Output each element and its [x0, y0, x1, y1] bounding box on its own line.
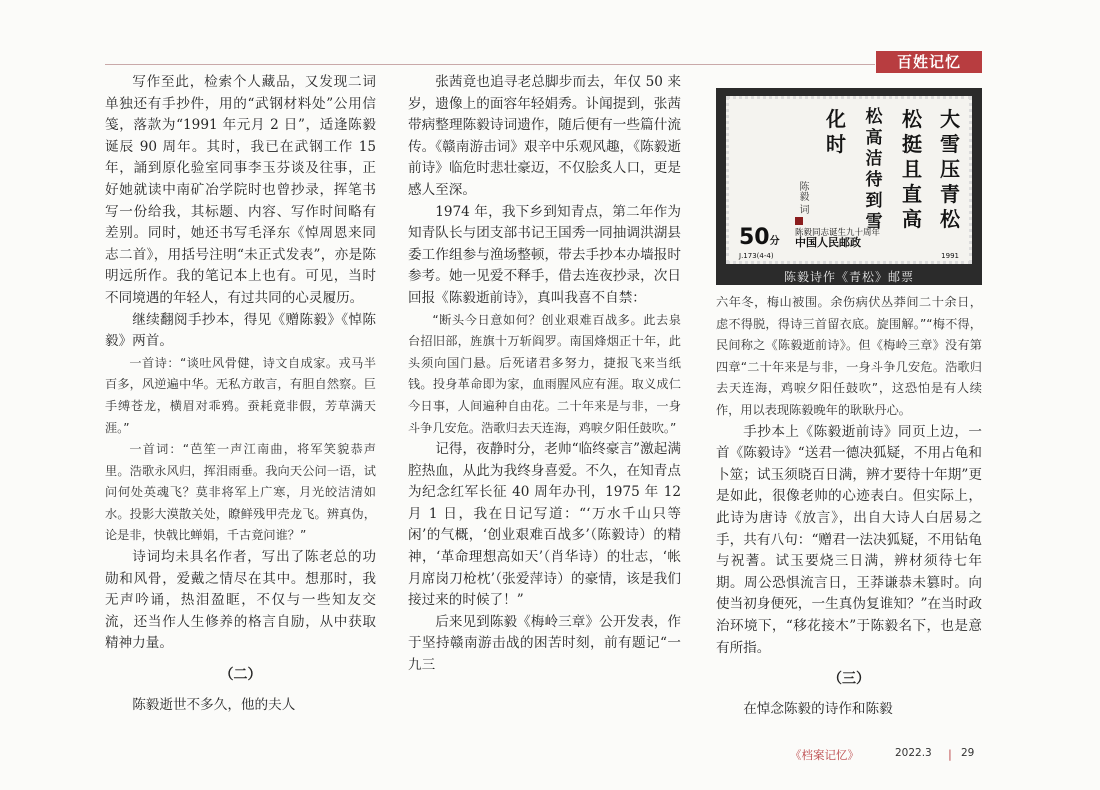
calligraphy-column: 松高洁待到雪	[865, 107, 883, 232]
calligraphy-signature: 陈毅 词	[797, 181, 808, 215]
stamp-code: J.173(4-4)	[739, 252, 774, 260]
column-2	[408, 72, 681, 677]
paragraph: 手抄本上《陈毅逝前诗》同页上边，一首《陈毅诗》“送君一德决狐疑，不用占龟和卜筮；试玉须晓百日满，辨才要待十年期”更是如此，很像老帅的心迹表白。但实际上，此诗为唐诗《放言》，出自大诗人白居易之手，共有八句：“赠君一法决狐疑，不用钻龟与祝蓍。试玉要烧三日满，辨材须待七年期。周公恐惧流言日，王莽谦恭未篡时。向使当初身便死，一生真伪复谁知？”在当时政治环境下，“移花接木”于陈毅名下，也是意有所指。	[716, 423, 982, 656]
poem-quote: 一首诗：“谈吐风骨健，诗文自成家。戎马半百多，风逆遍中华。无私方敢言，有胆自然察。巨手缚苍龙，横眉对乖鸦。蚕耗竟非假，芳草满天涯。”	[105, 355, 376, 435]
column-1	[105, 72, 376, 717]
paragraph: 记得，夜静时分，老帅“临终豪言”激起满腔热血，从此为我终身喜爱。不久，在知青点为纪念红军长征 40 周年办刊，1975 年 12 月 1 日，我在日记写道：“‘万水千山只等闲’的气概，‘创业艰难百战多’（陈毅诗）的精神，‘革命理想高如天’（肖华诗）的壮志，‘帐月席岗刀枪枕’（张爱萍诗）的豪情，该是我们接过来的时候了！”	[408, 441, 681, 609]
calligraphy-column: 松挺且直高	[902, 107, 922, 231]
paragraph: 1974 年，我下乡到知青点，第二年作为知青队长与团支部书记王国秀一同抽调洪湖县委工作组参与渔场整顿，带去手抄本办墙报时参考。她一见爱不释手，借去连夜抄录，次日回报《陈毅逝前诗》，真叫我喜不自禁：	[408, 203, 681, 306]
footer-separator: |	[948, 747, 952, 761]
paragraph: 诗词均未具名作者，写出了陈老总的功勋和风骨，爱戴之情尽在其中。想那时，我无声吟诵，热泪盈眶，不仅与一些知友交流，还当作人生修养的格言自励，从中获取精神力量。	[105, 549, 376, 652]
paragraph: 张茜竟也追寻老总脚步而去，年仅 50 来岁，遗像上的面容年轻娟秀。讣闻提到，张茜带病整理陈毅诗词遗作，随后便有一些篇什流传。《赣南游击词》艰辛中乐观风趣，《陈毅逝前诗》临危时悲壮豪迈，不仅脍炙人口，更是感人至深。	[408, 74, 681, 198]
calligraphy-column: 大雪压青松	[940, 107, 960, 231]
poem-quote: 六年冬，梅山被围。余伤病伏丛莽间二十余日，虑不得脱，得诗三首留衣底。旋围解。”“梅不得，民间称之《陈毅逝前诗》。但《梅岭三章》没有第四章“二十年来是与非，一身斗争几安危。浩歌归去天连海，鸡唳夕阳任鼓吹”，这恐怕是有人续作，用以表现陈毅晚年的耿耿丹心。	[716, 295, 982, 417]
paragraph: 在悼念陈毅的诗作和陈毅	[743, 701, 893, 718]
seal-mark	[795, 217, 803, 225]
header-rule	[105, 64, 875, 65]
stamp-value: 50分	[739, 225, 780, 250]
footer-issue: 2022.3	[895, 747, 932, 759]
paragraph: 陈毅逝世不多久，他的夫人	[132, 697, 296, 714]
poem-quote: 一首词：“芭笙一声江南曲，将军笑貌恭声里。浩歌永风归，挥泪雨垂。我向天公问一语，试问何处英魂飞？莫非将军上广寒，月光皎洁清如水。投影大漠散关处，瞭鲜残甲壳龙飞。辨真伪，论是非，快戟比蝉娟，千古竟问谁？”	[105, 442, 376, 543]
paragraph: 继续翻阅手抄本，得见《赠陈毅》《悼陈毅》两首。	[105, 311, 376, 350]
section-tag: 百姓记忆	[876, 51, 982, 73]
paragraph: 写作至此，检索个人藏品，又发现二词单独还有手抄件，用的“武钢材料处”公用信笺，落款为“1991 年元月 2 日”，适逢陈毅诞辰 90 周年。其时，我已在武钢工作 15 年，誦到原化验室同事李玉芬谈及往事，正好她就读中南矿冶学院时也曾抄录，挥笔书写一份给我，其标题、内容、写作时间略有差别。同时，她还书写毛泽东《悼周恩来同志二首》，用括号注明“未正式发表”，亦是陈明远所作。我的笔记本上也有。可见，当时不同境遇的年轻人，有过共同的心灵履历。	[105, 74, 376, 306]
stamp-caption: 陈毅同志诞生九十周年 中国人民邮政	[795, 228, 881, 249]
calligraphy-column: 化时	[826, 107, 846, 156]
photo-caption: 陈毅诗作《青松》邮票	[783, 270, 914, 284]
stamp	[726, 96, 972, 264]
paragraph: 后来见到陈毅《梅岭三章》公开发表，作于坚持赣南游击战的困苦时刻，前有题记“一九三	[408, 613, 681, 674]
section-heading: （三）	[828, 671, 870, 688]
section-heading: （二）	[219, 667, 262, 684]
poem-quote: “断头今日意如何？创业艰难百战多。此去泉台招旧部，旌旗十万斩阎罗。南国烽烟正十年，此头须向国门悬。后死诸君多努力，捷报飞来当纸钱。投身革命即为家，血雨腥风应有涯。取义成仁今日事，人间遍种自由花。二十年来是与非，一身斗争几安危。浩歌归去天连海，鸡唳夕阳任鼓吹。”	[408, 312, 681, 435]
column-3	[716, 292, 982, 721]
stamp-photo	[716, 88, 982, 285]
footer-magazine: 《档案记忆》	[790, 748, 859, 762]
page-number: 29	[961, 747, 975, 759]
stamp-year: 1991	[941, 252, 959, 260]
